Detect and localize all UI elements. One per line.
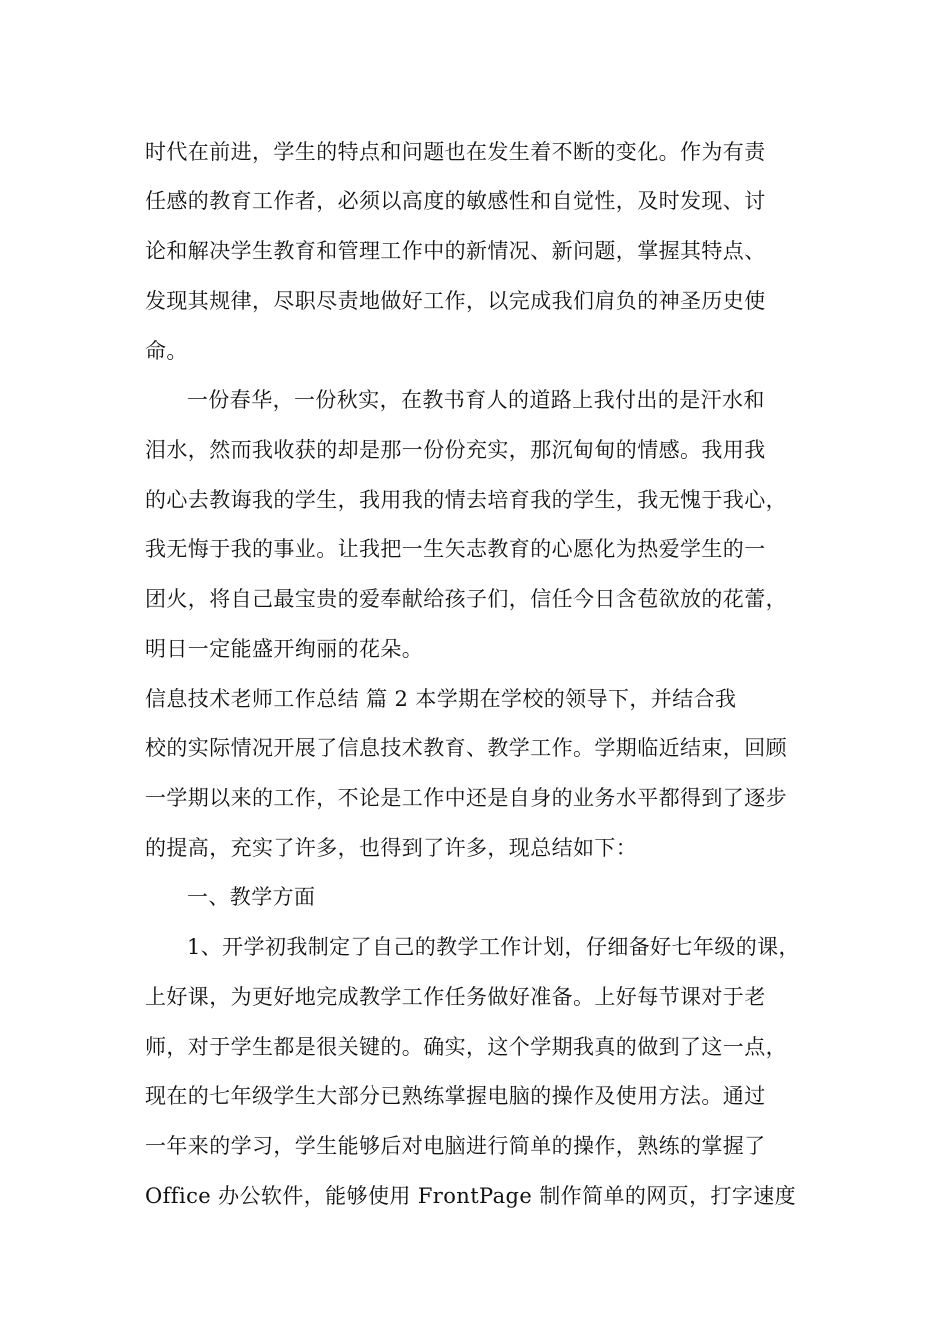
text-line: 任感的教育工作者，必须以高度的敏感性和自觉性，及时发现、讨: [145, 189, 766, 213]
text-line: 师，对于学生都是很关键的。确实，这个学期我真的做到了这一点，: [145, 1035, 787, 1059]
text-line: 论和解决学生教育和管理工作中的新情况、新问题，掌握其特点、: [145, 239, 766, 263]
text-line: 现在的七年级学生大部分已熟练掌握电脑的操作及使用方法。通过: [145, 1084, 766, 1108]
text-line: 一年来的学习，学生能够后对电脑进行简单的操作，熟练的掌握了: [145, 1134, 766, 1158]
text-line: 的心去教诲我的学生，我用我的情去培育我的学生，我无愧于我心，: [145, 488, 787, 512]
text-line: 校的实际情况开展了信息技术教育、教学工作。学期临近结束，回顾: [145, 736, 787, 760]
text-line: 时代在前进，学生的特点和问题也在发生着不断的变化。作为有责: [145, 140, 766, 164]
text-line: Office 办公软件，能够使用 FrontPage 制作简单的网页，打字速度: [145, 1184, 797, 1208]
section-heading-line: 信息技术老师工作总结 篇 2 本学期在学校的领导下，并结合我: [145, 687, 737, 711]
text-line: 明日一定能盛开绚丽的花朵。: [145, 637, 424, 661]
text-line: 泪水，然而我收获的却是那一份份充实，那沉甸甸的情感。我用我: [145, 438, 766, 462]
text-line: 我无悔于我的事业。让我把一生矢志教育的心愿化为热爱学生的一: [145, 537, 766, 561]
text-line: 命。: [145, 339, 188, 363]
text-line: 上好课，为更好地完成教学工作任务做好准备。上好每节课对于老: [145, 985, 766, 1009]
text-line: 团火，将自己最宝贵的爱奉献给孩子们，信任今日含苞欲放的花蕾，: [145, 587, 787, 611]
text-line: 一学期以来的工作，不论是工作中还是自身的业务水平都得到了逐步: [145, 786, 787, 810]
text-line: 发现其规律，尽职尽责地做好工作，以完成我们肩负的神圣历史使: [145, 289, 766, 313]
subheading-line: 一、教学方面: [187, 885, 316, 909]
text-line: 1、开学初我制定了自己的教学工作计划，仔细备好七年级的课，: [187, 935, 800, 959]
text-line: 一份春华，一份秋实，在教书育人的道路上我付出的是汗水和: [187, 388, 765, 412]
text-line: 的提高，充实了许多，也得到了许多，现总结如下：: [145, 836, 638, 860]
